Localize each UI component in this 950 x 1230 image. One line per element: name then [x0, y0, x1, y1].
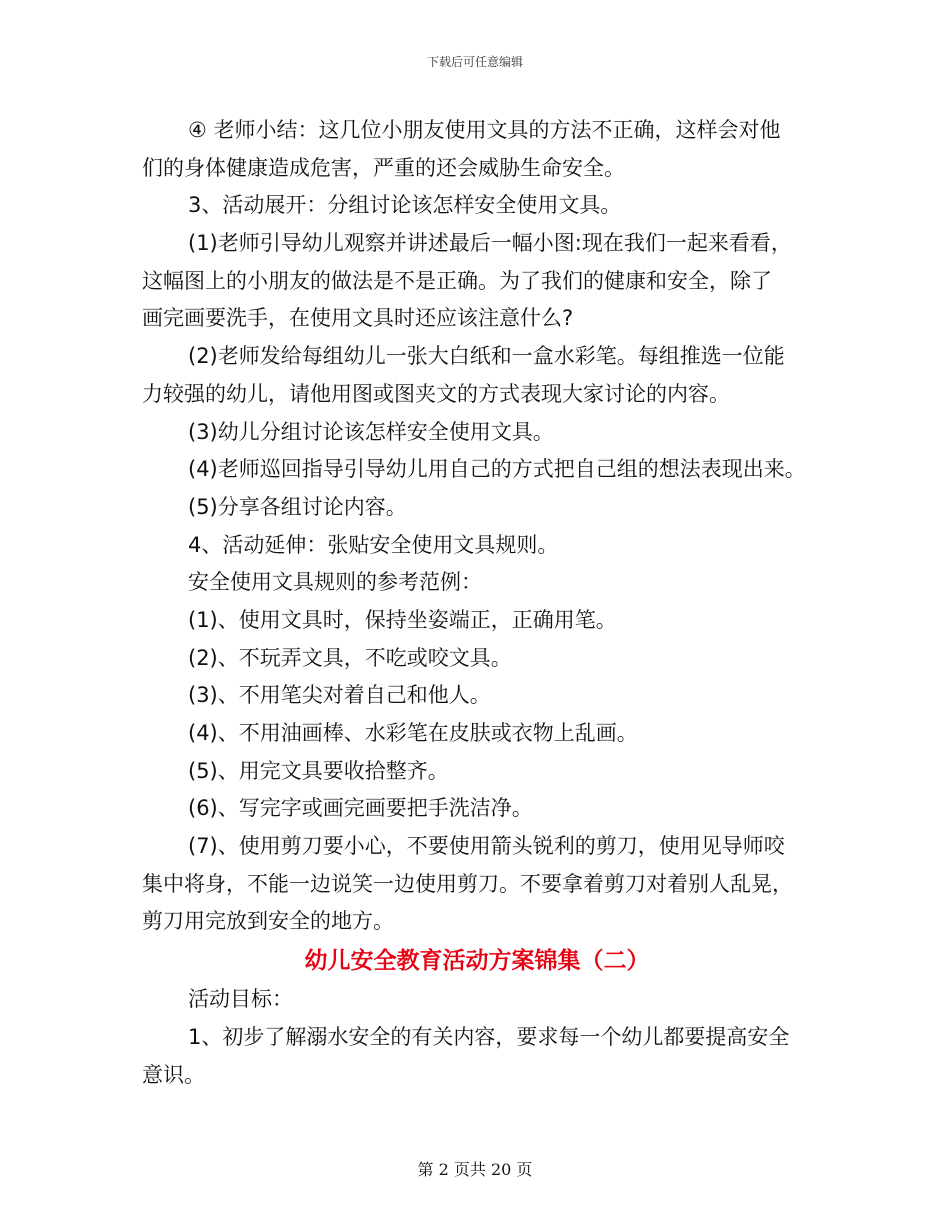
text-line: (7)、使用剪刀要小心，不要使用箭头锐利的剪刀，使用见导师咬: [188, 834, 785, 859]
section-heading: 幼儿安全教育活动方案锦集（二）: [304, 948, 650, 975]
text-line: (1)老师引导幼儿观察并讲述最后一幅小图:现在我们一起来看看，: [188, 231, 792, 256]
text-line: (3)、不用笔尖对着自己和他人。: [188, 683, 491, 708]
paragraph-block-activity-steps: [142, 112, 812, 941]
text-line: (4)老师巡回指导引导幼儿用自己的方式把自己组的想法表现出来。: [188, 457, 806, 482]
page-header: 下载后可任意编辑: [426, 55, 523, 69]
text-line: (1)、使用文具时，保持坐姿端正，正确用笔。: [188, 607, 617, 632]
text-line: 3、活动展开：分组讨论该怎样安全使用文具。: [188, 193, 622, 218]
text-line: 4、活动延伸：张贴安全使用文具规则。: [188, 532, 559, 557]
text-line: 活动目标：: [188, 987, 293, 1012]
text-line: 画完画要洗手，在使用文具时还应该注意什么?: [142, 306, 574, 331]
text-line: ④ 老师小结：这几位小朋友使用文具的方法不正确，这样会对他: [188, 118, 781, 142]
text-line: 这幅图上的小朋友的做法是不是正确。为了我们的健康和安全，除了: [142, 268, 772, 293]
text-line: 意识。: [142, 1062, 205, 1087]
text-line: 力较强的幼儿，请他用图或图夹文的方式表现大家讨论的内容。: [142, 381, 730, 406]
text-line: (3)幼儿分组讨论该怎样安全使用文具。: [188, 419, 554, 444]
page-footer: 第 2 页共 20 页: [417, 1160, 533, 1179]
text-line: 1、初步了解溺水安全的有关内容，要求每一个幼儿都要提高安全: [188, 1024, 790, 1049]
text-line: 剪刀用完放到安全的地方。: [142, 909, 394, 934]
text-line: (5)、用完文具要收拾整齐。: [188, 758, 449, 783]
document-body: [142, 112, 812, 1094]
text-line: 集中将身，不能一边说笑一边使用剪刀。不要拿着剪刀对着别人乱晃，: [142, 871, 793, 896]
text-line: (2)老师发给每组幼儿一张大白纸和一盒水彩笔。每组推选一位能: [188, 344, 785, 369]
paragraph-block-activity-goals: [142, 981, 812, 1094]
text-line: (2)、不玩弄文具，不吃或咬文具。: [188, 645, 512, 670]
text-line: 们的身体健康造成危害，严重的还会威胁生命安全。: [142, 155, 625, 180]
text-line: (5)分享各组讨论内容。: [188, 494, 407, 519]
text-line: (6)、写完字或画完画要把手洗洁净。: [188, 796, 533, 821]
text-line: (4)、不用油画棒、水彩笔在皮肤或衣物上乱画。: [188, 721, 638, 745]
text-line: 安全使用文具规则的参考范例：: [188, 570, 482, 595]
